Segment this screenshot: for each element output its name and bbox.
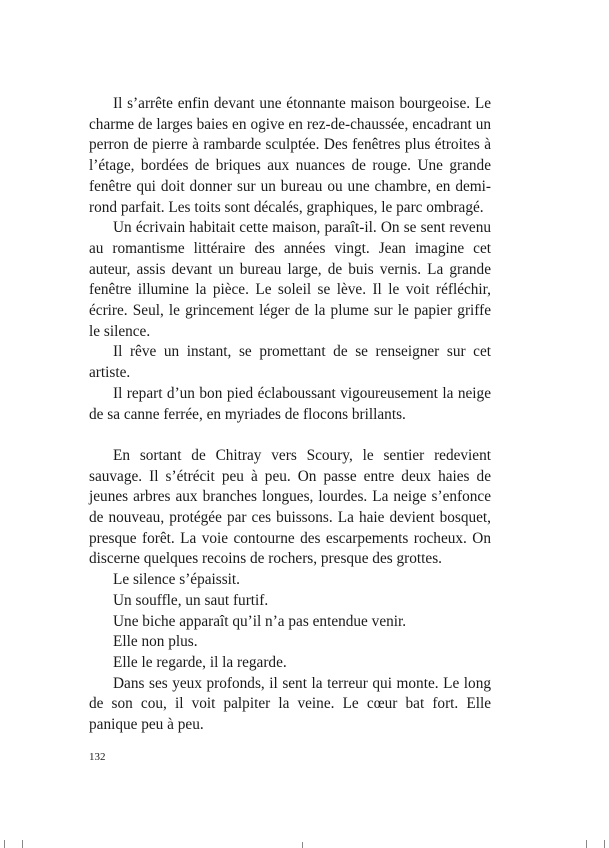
- crop-mark: [22, 840, 23, 848]
- paragraph: Il rêve un instant, se promettant de se renseigner sur cet artiste.: [89, 343, 491, 382]
- paragraph: Il s’arrête enfin devant une étonnante maison bourgeoise. Le charme de larges baies en ogive en rez-de-chaussée, encadrant un perron de pierre à rambarde sculptée. Des fenêtres plus étroites à l’étage, bordées de briques aux nuances de rouge. Une grande fenêtre qui doit donner sur un bureau ou une chambre, en demi-rond parfait. Les toits sont décalés, graphiques, le parc ombragé.: [89, 95, 491, 216]
- body-text: [89, 94, 491, 736]
- paragraph: Un écrivain habitait cette maison, paraît-il. On se sent revenu au romantisme littéraire des années vingt. Jean imagine cet auteur, assis devant un bureau large, de buis vernis. La grande fenêtre illumine la pièce. Le soleil se lève. Il le voit réfléchir, écrire. Seul, le grincement léger de la plume sur le papier griffe le silence.: [89, 219, 491, 340]
- paragraph: Un souffle, un saut furtif.: [113, 591, 269, 609]
- paragraph: Le silence s’épaissit.: [113, 571, 241, 589]
- section-break: [89, 425, 491, 446]
- paragraph: En sortant de Chitray vers Scoury, le sentier redevient sauvage. Il s’étrécit peu à peu. On passe entre deux haies de jeunes arbres aux branches longues, lourdes. La neige s’enfonce de nouveau, protégée par ces buissons. La haie devient bosquet, presque forêt. La voie contourne des escarpements rocheux. On discerne quelques recoins de rochers, presque des grottes.: [89, 446, 491, 568]
- crop-mark: [586, 840, 587, 848]
- paragraph: Une biche apparaît qu’il n’a pas entendue venir.: [113, 612, 407, 630]
- paragraph: Dans ses yeux profonds, il sent la terreur qui monte. Le long de son cou, il voit palpiter la veine. Le cœur bat fort. Elle panique peu à peu.: [89, 674, 491, 734]
- page-number: 132: [89, 751, 106, 763]
- crop-mark: [302, 842, 303, 848]
- paragraph: Elle non plus.: [113, 633, 198, 651]
- crop-mark: [4, 840, 5, 848]
- paragraph: Elle le regarde, il la regarde.: [113, 653, 287, 671]
- crop-mark: [604, 840, 605, 848]
- paragraph: Il repart d’un bon pied éclaboussant vigoureusement la neige de sa canne ferrée, en myriades de flocons brillants.: [89, 384, 491, 423]
